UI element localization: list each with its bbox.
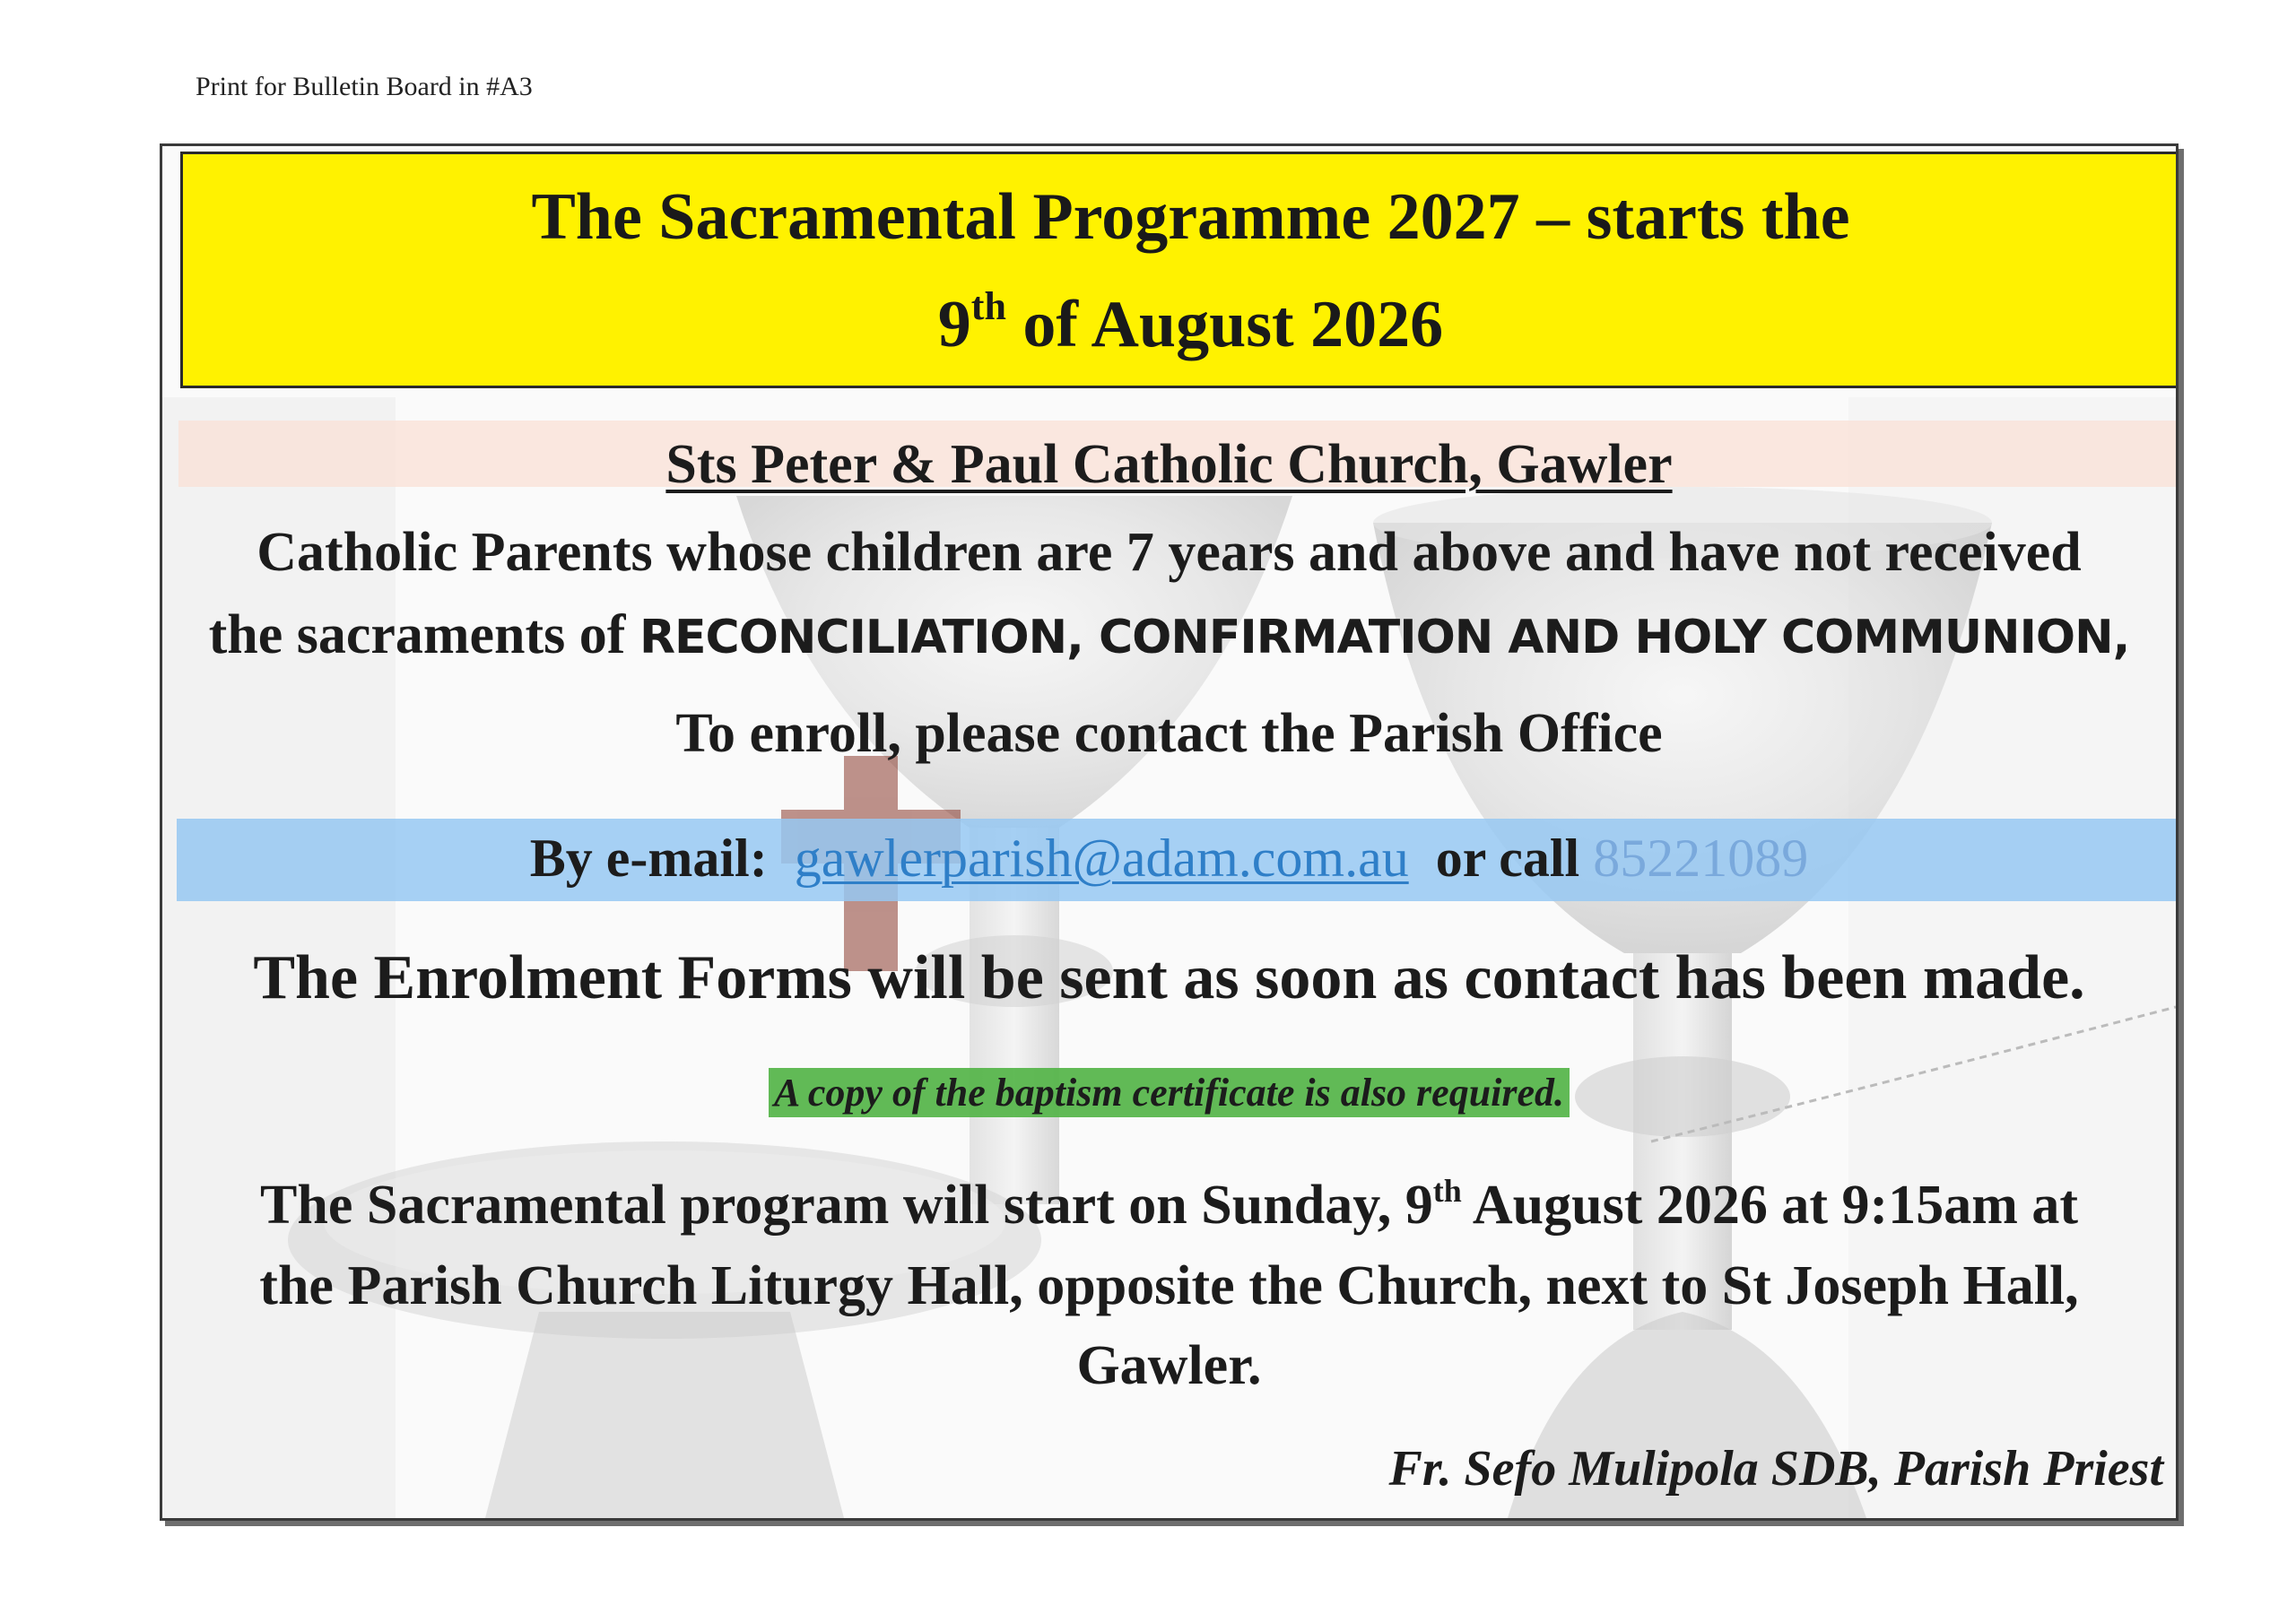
signature: Fr. Sefo Mulipola SDB, Parish Priest [1388,1441,2163,1497]
parents-line-2-prefix: the sacraments of [208,604,639,665]
start-line-3: Gawler. [1076,1335,1262,1396]
phone-number: 85221089 [1593,829,1809,888]
sacraments-list: RECONCILIATION, CONFIRMATION AND HOLY COMMUNION, [639,611,2130,664]
title-date-rest: of August 2026 [1005,288,1444,361]
baptism-note-wrap [162,1068,2176,1117]
baptism-note: A copy of the baptism certificate is also required. [769,1068,1570,1117]
title-line-1: The Sacramental Programme 2027 – starts the [531,180,1850,254]
title-day: 9 [937,288,971,361]
parents-line-2 [180,603,2158,667]
start-line-1-prefix: The Sacramental program will start on Sunday, 9 [259,1175,1433,1236]
start-day-suffix: th [1432,1173,1462,1209]
title-day-suffix: th [970,284,1006,328]
title-line-2 [183,284,2179,363]
church-name: Sts Peter & Paul Catholic Church, Gawler [665,434,1673,495]
email-link[interactable]: gawlerparish@adam.com.au [794,829,1409,888]
print-note: Print for Bulletin Board in #A3 [196,72,533,101]
start-line-1-rest: August 2026 at 9:15am at [1461,1175,2078,1236]
parents-line-1: Catholic Parents whose children are 7 years and above and have not received [257,522,2082,583]
forms-notice: The Enrolment Forms will be sent as soon as contact has been made. [253,943,2085,1012]
enroll-instruction: To enroll, please contact the Parish Office [675,703,1663,764]
start-line-1 [180,1174,2158,1237]
title-banner [180,152,2179,388]
notice-poster [160,143,2179,1521]
contact-line [180,828,2158,890]
start-line-2: the Parish Church Liturgy Hall, opposite the Church, next to St Joseph Hall, [259,1255,2079,1316]
call-text: or call [1435,829,1580,888]
email-prefix: By e-mail: [529,829,768,888]
